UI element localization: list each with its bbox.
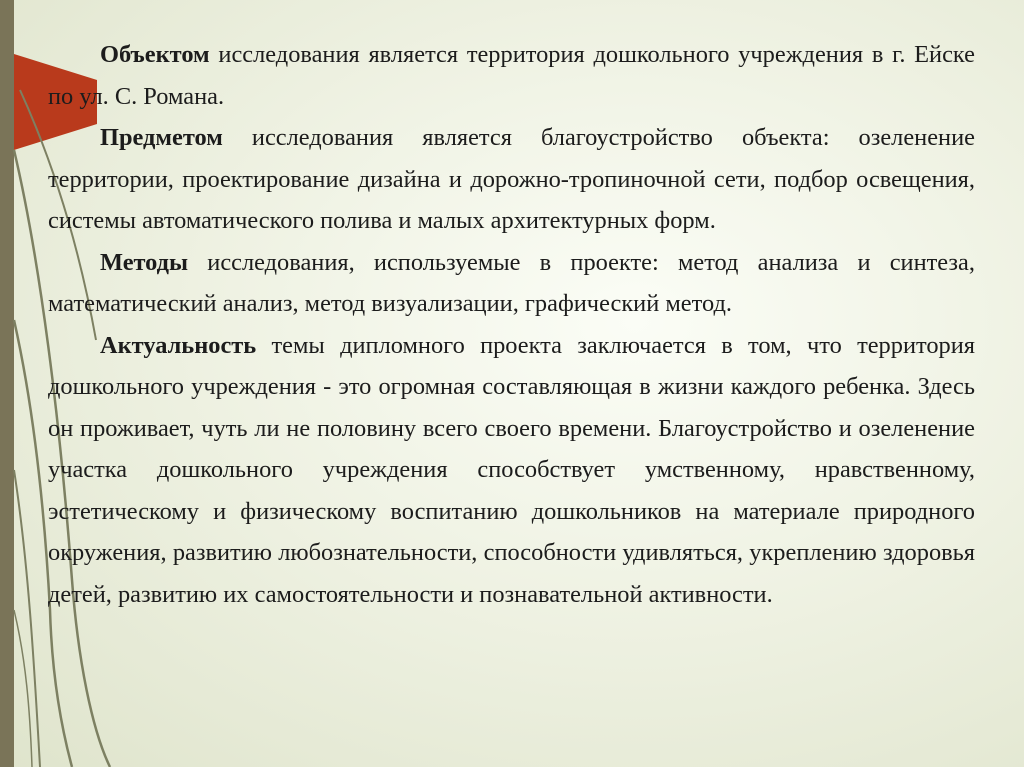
paragraph-subject-text: исследования является благоустройство объекта: озеленение территории, проектирование дизайна и дорожно-тропиночной сети, подбор освещения, системы автоматического полива и малых архитектурных форм. bbox=[48, 124, 975, 234]
term-object: Объектом bbox=[100, 41, 210, 68]
paragraph-object-text: исследования является территория дошкольного учреждения в г. Ейске по ул. С. Романа. bbox=[48, 41, 975, 110]
paragraph-methods-text: исследования, используемые в проекте: метод анализа и синтеза, математический анализ, метод визуализации, графический метод. bbox=[48, 248, 975, 317]
paragraph-object bbox=[48, 34, 975, 117]
paragraph-subject bbox=[48, 117, 975, 242]
paragraph-methods bbox=[48, 242, 975, 325]
term-methods: Методы bbox=[100, 248, 189, 276]
text-body bbox=[48, 34, 975, 615]
paragraph-relevance-text: темы дипломного проекта заключается в том, что территория дошкольного учреждения - это огромная составляющая в жизни каждого ребенка. Здесь он проживает, чуть ли не половину всего своего времени. Благоустройство и озеленение участка дошкольного учреждения способствует умственному, нравственному, эстетическому и физическому воспитанию дошкольников на материале природного окружения, развитию любознательности, способности удивляться, укреплению здоровья детей, развитию их самостоятельности и познавательной активности. bbox=[48, 331, 975, 608]
term-subject: Предметом bbox=[100, 124, 223, 151]
paragraph-relevance bbox=[48, 325, 975, 616]
term-relevance: Актуальность bbox=[100, 331, 257, 359]
